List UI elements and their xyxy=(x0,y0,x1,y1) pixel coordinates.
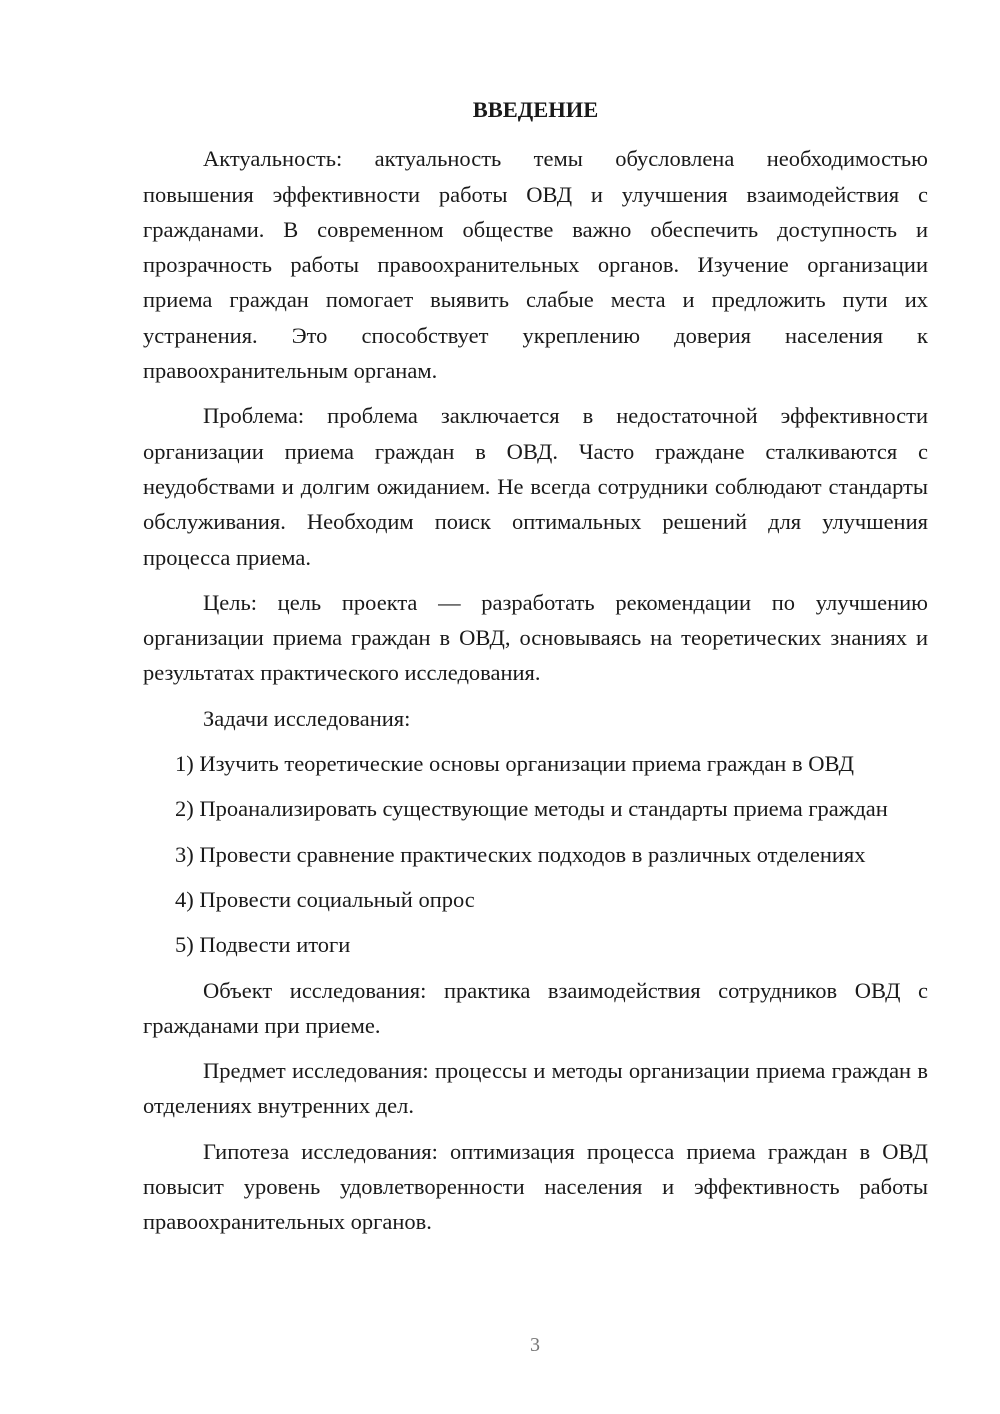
section-heading: ВВЕДЕНИЕ xyxy=(472,97,599,122)
paragraph-object: Объект исследования: практика взаимодействия сотрудников ОВД с гражданами при приеме. xyxy=(143,977,928,1038)
paragraph-problem: Проблема: проблема заключается в недостаточной эффективности организации приема граждан в ОВД. Часто граждане сталкиваются с неудобствами и долгим ожиданием. Не всегда сотрудники соблюдают стандарты обслуживания. Необходим поиск оптимальных решений для улучшения процесса приема. xyxy=(143,403,928,570)
task-item-2: 2) Проанализировать существующие методы и стандарты приема граждан xyxy=(175,796,888,822)
task-item-4: 4) Провести социальный опрос xyxy=(175,886,475,912)
task-item-1: 1) Изучить теоретические основы организации приема граждан в ОВД xyxy=(175,751,854,777)
paragraph-goal: Цель: цель проекта — разработать рекомендации по улучшению организации приема граждан в ОВД, основываясь на теоретических знаниях и результатах практического исследования. xyxy=(143,589,928,686)
paragraph-relevance: Актуальность: актуальность темы обусловлена необходимостью повышения эффективности работы ОВД и улучшения взаимодействия с гражданами. В современном обществе важно обеспечить доступность и прозрачность работы правоохранительных органов. Изучение организации приема граждан помогает выявить слабые места и предложить пути их устранения. Это способствует укреплению доверия населения к правоохранительным органам. xyxy=(143,146,928,384)
task-item-5: 5) Подвести итоги xyxy=(175,932,351,958)
page-content xyxy=(143,92,928,1250)
page-number: 3 xyxy=(530,1334,540,1356)
paragraph-subject: Предмет исследования: процессы и методы организации приема граждан в отделениях внутренних дел. xyxy=(143,1058,928,1119)
paragraph-tasks-heading: Задачи исследования: xyxy=(203,705,411,731)
task-item-3: 3) Провести сравнение практических подходов в различных отделениях xyxy=(175,841,866,867)
paragraph-hypothesis: Гипотеза исследования: оптимизация процесса приема граждан в ОВД повысит уровень удовлетворенности населения и эффективность работы правоохранительных органов. xyxy=(143,1138,928,1235)
